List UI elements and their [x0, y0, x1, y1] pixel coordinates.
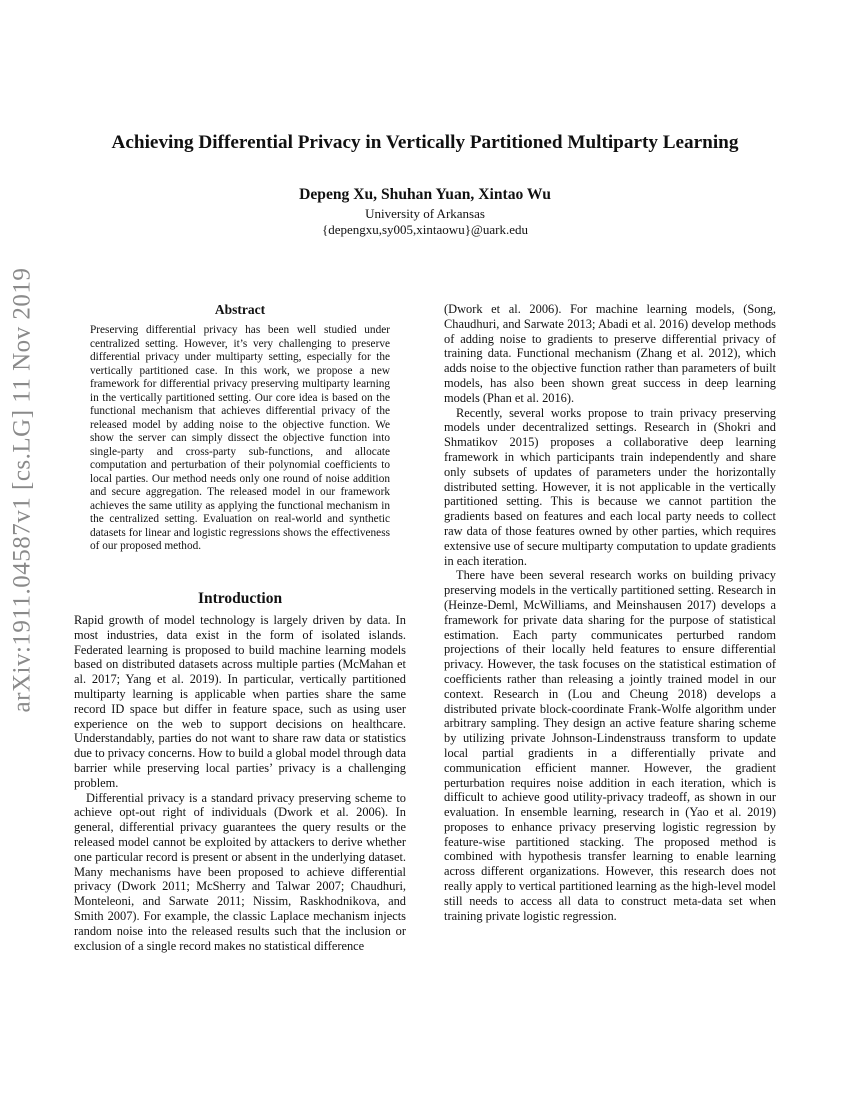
- abstract-heading: Abstract: [214, 302, 266, 317]
- author-list: Depeng Xu, Shuhan Yuan, Xintao Wu: [299, 186, 551, 203]
- intro-paragraph-2-continued: (Dwork et al. 2006). For machine learning models, (Song, Chaudhuri, and Sarwate 2013; Abadi et al. 2016) develop methods of adding noise to gradients to preserve differential privacy of training data. Functional mechanism (Zhang et al. 2012), which adds noise to the objective function rather than parameters of built models, has also been shown great success in deep learning models (Phan et al. 2016).: [444, 302, 776, 405]
- arxiv-identifier: [2, 267, 42, 713]
- intro-paragraph-2: Differential privacy is a standard privacy preserving scheme to achieve opt-out right of individuals (Dwork et al. 2006). In general, differential privacy guarantees the query results or the released model cannot be exploited by attackers to derive whether one particular record is present or absent in the underlying dataset. Many mechanisms have been proposed to achieve differential privacy (Dwork 2011; McSherry and Talwar 2007; Chaudhuri, Monteleoni, and Sarwate 2011; Nissim, Raskhodnikova, and Smith 2007). For example, the classic Laplace mechanism injects random noise into the released results such that the inclusion or exclusion of a single record makes no statistical difference: [74, 790, 406, 953]
- introduction-heading: Introduction: [197, 590, 283, 607]
- intro-paragraph-1: Rapid growth of model technology is largely driven by data. In most industries, data exist in the form of isolated islands. Federated learning is proposed to build machine learning models based on distributed datasets across multiple parties (McMahan et al. 2017; Yang et al. 2019). In particular, vertically partitioned multiparty learning is applicable when parties share the same record ID space but differ in feature space, such as using user experience on the web to support decisions on healthcare. Understandably, parties do not want to share raw data or statistics due to privacy concerns. How to build a global model through data barrier while preserving local parties’ privacy is a challenging problem.: [74, 613, 406, 790]
- arxiv-identifier-text: arXiv:1911.04587v1 [cs.LG] 11 Nov 2019: [8, 267, 35, 713]
- paper-title: Achieving Differential Privacy in Vertically Partitioned Multiparty Learning: [111, 132, 739, 153]
- author-affiliation: University of Arkansas: [365, 206, 485, 221]
- abstract-body: Preserving differential privacy has been well studied under centralized setting. However, it’s very challenging to preserve differential privacy under multiparty setting, especially for the vertically partitioned case. In this work, we propose a new framework for differential privacy preserving multiparty learning in the vertically partitioned setting. Our core idea is based on the functional mechanism that achieves differential privacy of the released model by adding noise to the objective function. We show the server can simply dissect the objective function into single-party and cross-party sub-functions, and allocate computation and perturbation of their polynomial coefficients to local parties. Our method needs only one round of noise addition and secure aggregation. The released model in our framework achieves the same utility as applying the functional mechanism in the centralized setting. Evaluation on real-world and synthetic datasets for linear and logistic regressions shows the effectiveness of our proposed method.: [90, 324, 390, 552]
- left-column: [74, 613, 406, 953]
- author-email: {depengxu,sy005,xintaowu}@uark.edu: [321, 222, 529, 237]
- right-column: [444, 302, 776, 923]
- intro-paragraph-4: There have been several research works on building privacy preserving models in the vertically partitioned setting. Research in (Heinze-Deml, McWilliams, and Meinshausen 2017) develops a framework for private data sharing for the purpose of statistical estimation. Each party communicates perturbed random projections of their locally held features to ensure differential privacy. However, the task focuses on the statistical estimation of coefficients rather than releasing a jointly trained model in our context. Research in (Lou and Cheung 2018) develops a distributed private block-coordinate Frank-Wolfe algorithm under arbitrary sampling. They design an active feature sharing scheme by utilizing private Johnson-Lindenstrauss transform to update local partial gradients in a differentially private and communication efficient manner. However, the gradient perturbation requires noise addition in each iteration, which is difficult to achieve good utility-privacy tradeoff, as shown in our evaluation. In ensemble learning, research in (Yao et al. 2019) proposes to enhance privacy preserving logistic regression by feature-wise partitioned stacking. The proposed method is combined with hypothesis transfer learning to enable learning across different organizations. However, this research does not really apply to vertical partitioned learning as the high-level model still needs to access all data to construct meta-data set when training private logistic regression.: [444, 568, 776, 923]
- intro-paragraph-3: Recently, several works propose to train privacy preserving models under decentralized settings. Research in (Shokri and Shmatikov 2015) proposes a collaborative deep learning framework in which participants train independently and share only subsets of updates of parameters under the horizontally distributed setting. However, it is not applicable in the vertically partitioned setting. This is because we cannot partition the gradients based on features and each local party needs to collect raw data of those features owned by other parties, which requires extensive use of secure multiparty computation to update gradients in each iteration.: [444, 405, 776, 568]
